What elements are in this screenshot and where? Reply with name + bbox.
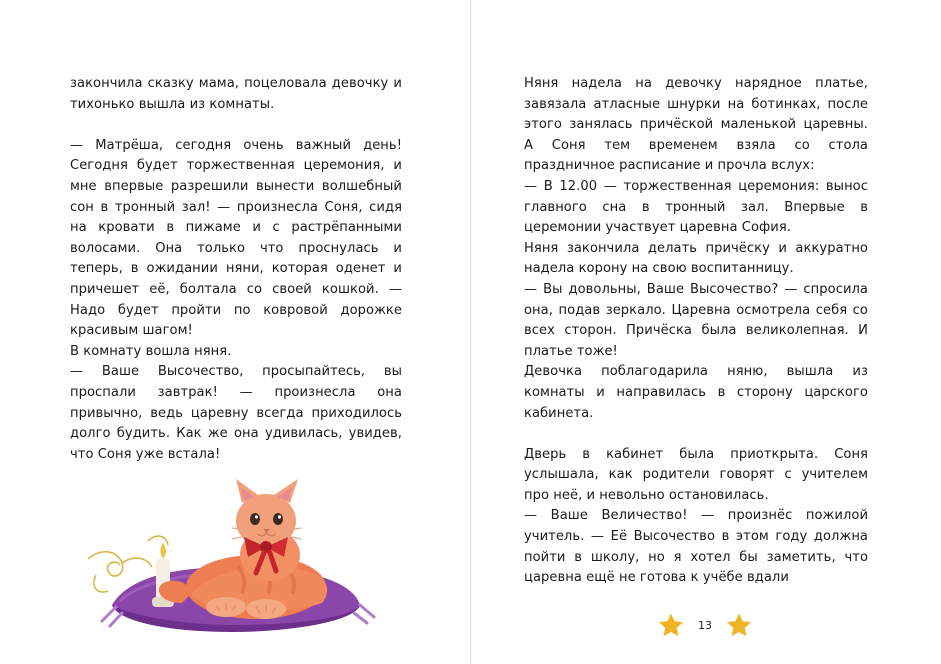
paragraph: В комнату вошла няня.: [70, 343, 232, 359]
paragraph: Няня надела на девочку нарядное платье, завязала атласные шнурки на ботинках, после этого занялась причёской маленькой царевны. А Соня тем временем взяла со стола праздничное расписание и прочла вслух:: [524, 76, 868, 174]
left-page: [0, 0, 470, 664]
paragraph: — Ваше Величество! — произнёс пожилой учитель. — Её Высочество в этом году должна пойти в школу, но я хотел бы заметить, что царевна ещё не готова к учёбе вдали: [524, 508, 868, 586]
paragraph: Няня закончила делать причёску и аккуратно надела корону на свою воспитанницу.: [524, 240, 868, 277]
paragraph: Дверь в кабинет была приоткрыта. Соня услышала, как родители говорят с учителем про неё, и невольно остановилась.: [524, 446, 868, 503]
page-footer-folio: [470, 612, 940, 638]
right-page: [470, 0, 940, 664]
paragraph: Девочка поблагодарила няню, вышла из комнаты и направилась в сторону царского кабинета.: [524, 364, 868, 421]
right-page-text-column: [524, 74, 868, 589]
star-icon: [726, 612, 752, 638]
paragraph: — Ваше Высочество, просыпайтесь, вы проспали завтрак! — произнесла она привычно, ведь царевну всегда приходилось долго будить. Как же она удивилась, увидев, что Соня уже встала!: [70, 364, 402, 462]
paragraph: закончила сказку мама, поцеловала девочку и тихонько вышла из комнаты.: [70, 76, 402, 112]
left-page-text-column: [70, 74, 402, 465]
star-icon: [658, 612, 684, 638]
paragraph: — Матрёша, сегодня очень важный день! Сегодня будет торжественная церемония, и мне впервые разрешили вынести волшебный сон в тронный зал! — произнесла Соня, сидя на кровати в пижаме и с растрёпанными волосами. Она только что проснулась и теперь, в ожидании няни, которая оденет и причешет её, болтала со своей кошкой. — Надо будет пройти по ковровой дорожке красивым шагом!: [70, 137, 402, 339]
paragraph: — Вы довольны, Ваше Высочество? — спросила она, подав зеркало. Царевна осмотрела себя со всех сторон. Причёска была великолепная. И платье тоже!: [524, 281, 868, 359]
ginger-cat-illustration: [60, 455, 390, 635]
paragraph: — В 12.00 — торжественная церемония: вынос главного сна в тронный зал. Впервые в церемонии участвует царевна София.: [524, 178, 868, 236]
cat-figure: [159, 479, 327, 619]
page-number: 13: [698, 618, 712, 632]
